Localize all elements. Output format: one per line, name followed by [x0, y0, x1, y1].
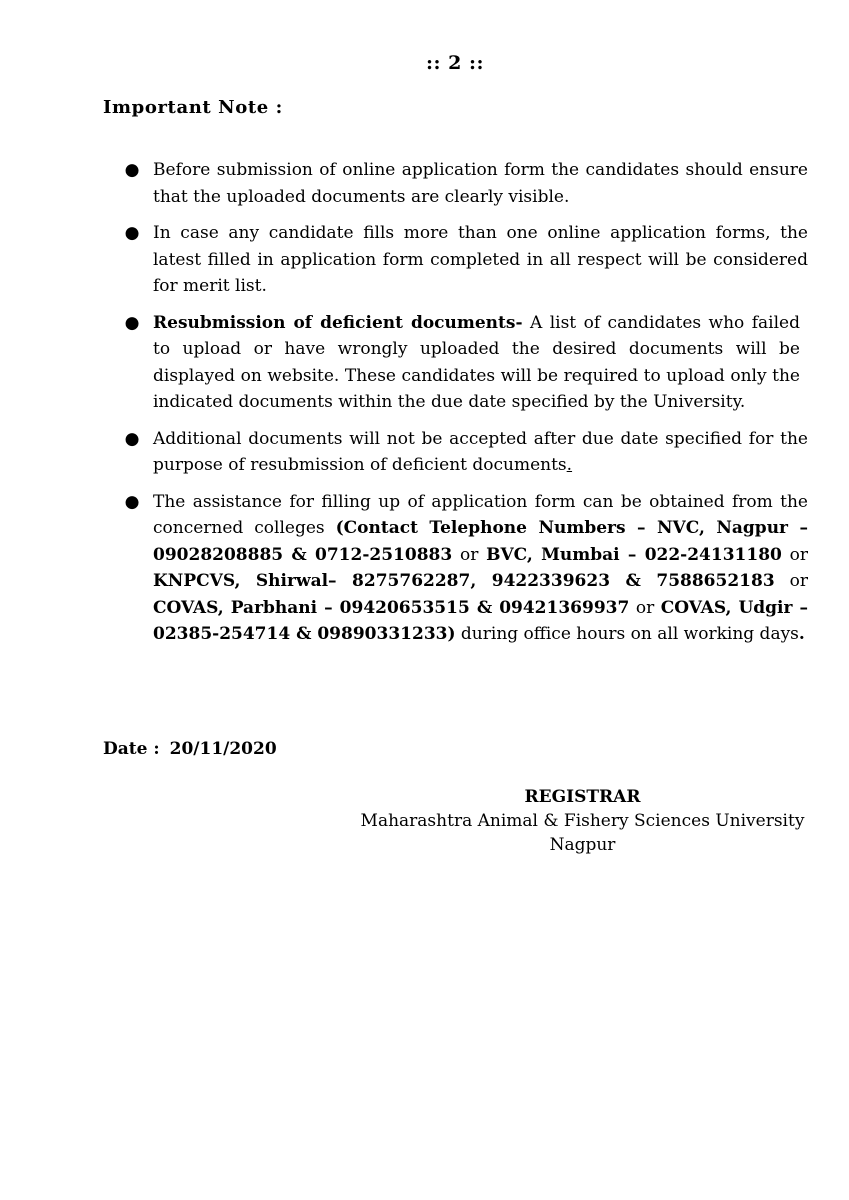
note-text-5-end: . — [798, 624, 805, 644]
note-text-5-intro: The assistance for filling up of application form can be obtained from the concerned colleges — [153, 491, 808, 538]
contact-nvc: (Contact Telephone Numbers – NVC, Nagpur – 09028208885 & 0712-2510883 — [153, 518, 808, 565]
page-number: :: 2 :: — [425, 52, 484, 74]
contact-covas-parbhani: COVAS, Parbhani – 09420653515 & 09421369937 — [153, 597, 630, 618]
date-label: Date : — [103, 739, 160, 759]
note-text-4-body: Additional documents will not be accepted after due date specified for the purpose of resubmission of deficient documents — [153, 428, 808, 475]
bullet-icon: ● — [124, 312, 140, 333]
contact-bvc: BVC, Mumbai – 022-24131180 — [486, 544, 782, 565]
contact-covas-udgir: COVAS, Udgir – 02385-254714 & 09890331233) — [153, 597, 808, 644]
note-text-5 — [153, 489, 808, 648]
note-item-2 — [0, 220, 849, 300]
or-separator: or — [774, 571, 808, 591]
bullet-icon: ● — [124, 223, 140, 243]
university-name: Maharashtra Animal & Fishery Sciences University — [360, 811, 805, 831]
signature-block — [340, 785, 825, 857]
note-item-1 — [0, 157, 849, 210]
note-text-4 — [153, 426, 808, 479]
note-text-3 — [153, 310, 800, 416]
date-value: 20/11/2020 — [169, 739, 277, 759]
note-text-2: In case any candidate fills more than one online application forms, the latest filled in application form completed in all respect will be considered for merit list. — [153, 223, 808, 296]
note-item-4 — [0, 426, 849, 479]
bullet-icon: ● — [124, 428, 140, 449]
note-item-5 — [0, 489, 849, 648]
note-text-3-body: A list of candidates who failed to upload or have wrongly uploaded the desired documents will be displayed on website. These candidates will be required to upload only the indicated documents within the due date specified by the University. — [153, 312, 800, 412]
notes-list — [0, 157, 849, 658]
important-note-heading: Important Note : — [103, 97, 283, 118]
date-line — [103, 739, 277, 759]
university-city: Nagpur — [549, 835, 616, 855]
note-bold-lead: Resubmission of deficient documents- — [153, 312, 523, 333]
or-separator: or — [629, 597, 661, 618]
registrar-title: REGISTRAR — [524, 787, 641, 807]
or-separator: or — [781, 544, 808, 565]
note-item-3 — [0, 310, 849, 416]
or-separator: or — [452, 544, 487, 565]
bullet-icon: ● — [124, 160, 140, 180]
note-text-5-outro: during office hours on all working days — [455, 624, 799, 644]
bullet-icon: ● — [124, 491, 140, 512]
note-text-1: Before submission of online application form the candidates should ensure that the uploaded documents are clearly visible. — [153, 160, 808, 207]
contact-knpcvs: KNPCVS, Shirwal– 8275762287, 9422339623 & 7588652183 — [153, 571, 775, 591]
note-text-4-end: . — [566, 455, 573, 475]
